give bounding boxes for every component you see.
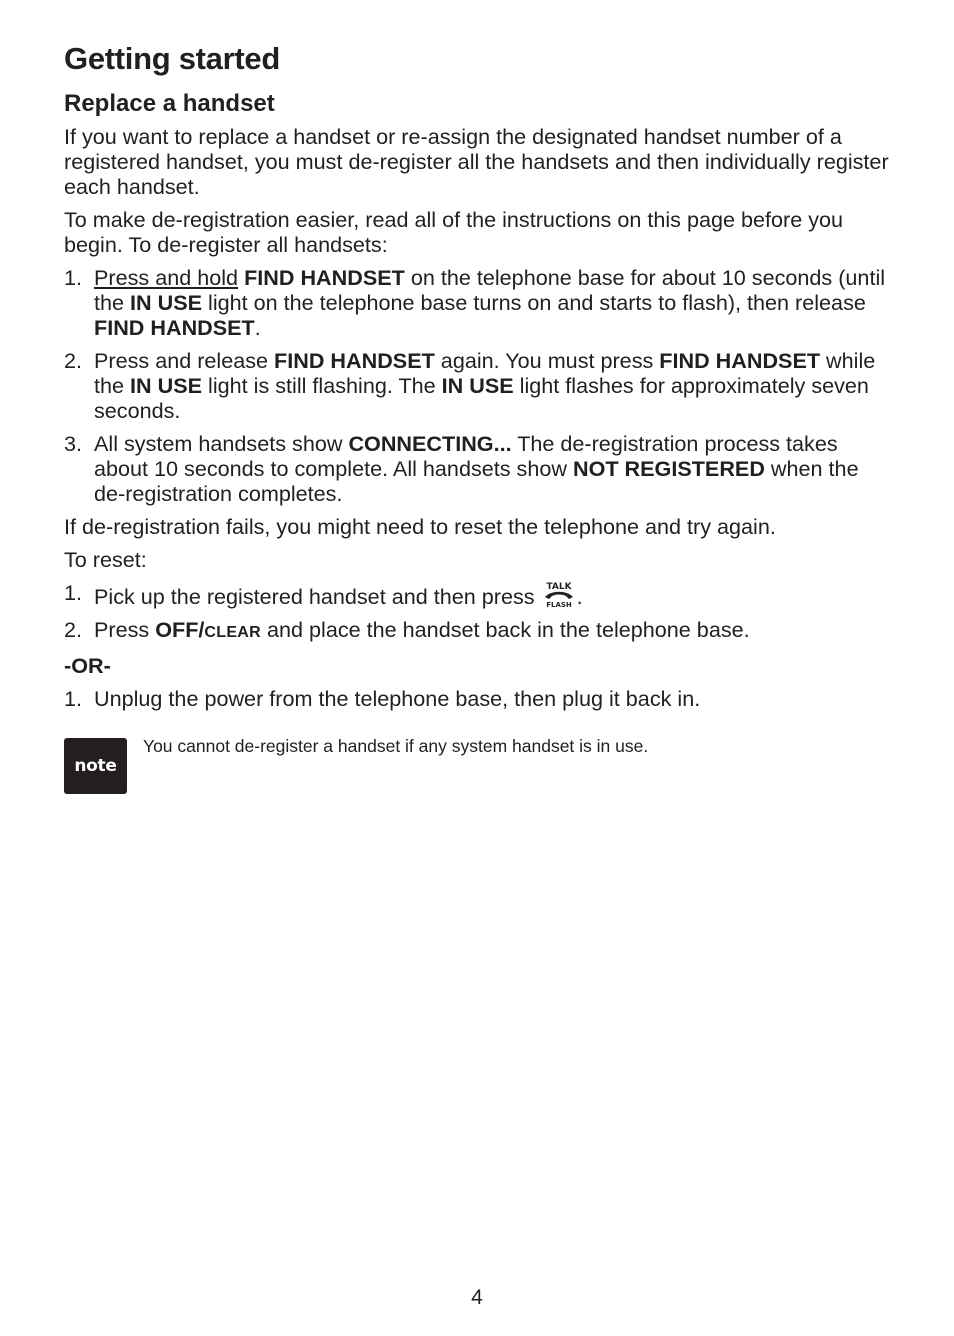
text-run: while the <box>94 348 876 398</box>
key-name: FIND HANDSET <box>94 315 255 340</box>
text-run: on the telephone base for about 10 seconds (until the <box>94 265 886 315</box>
list-item <box>64 686 894 711</box>
list-item <box>64 348 894 423</box>
text-run: Unplug the power from the telephone base, then plug it back in. <box>94 686 701 711</box>
text-run: light on the telephone base turns on and starts to flash), then release <box>202 290 866 315</box>
text-run: All system handsets show <box>94 431 349 456</box>
intro-paragraph: If you want to replace a handset or re-assign the designated handset number of a registered handset, you must de-register all the handsets and then individually register each handset. <box>64 124 889 199</box>
underlined-text: Press and hold <box>94 265 239 290</box>
note-badge: note <box>64 738 127 794</box>
section-heading: Replace a handset <box>64 90 275 117</box>
fail-paragraph: If de-registration fails, you might need to reset the telephone and try again. <box>64 514 776 539</box>
list-item <box>64 617 894 645</box>
step-number: 3. <box>64 431 83 456</box>
screen-message: CONNECTING... <box>348 431 512 456</box>
or-separator: -OR- <box>64 653 111 678</box>
text-run: light flashes for approximately seven seconds. <box>94 373 869 423</box>
deregister-steps-list <box>64 265 894 506</box>
text-run: Press and release <box>94 348 275 373</box>
talk-label: TALK <box>546 582 572 592</box>
reset-label: To reset: <box>64 547 147 572</box>
text-run: . <box>254 315 261 340</box>
step-number: 2. <box>64 617 83 642</box>
alternate-steps-list <box>64 686 894 711</box>
page-number: 4 <box>471 1286 483 1309</box>
step-number: 1. <box>64 265 83 290</box>
page-content <box>64 40 894 719</box>
text-run: . <box>576 584 583 609</box>
text-run: Press <box>94 617 156 642</box>
list-item <box>64 265 894 340</box>
text-run: when the de-registration completes. <box>94 456 859 506</box>
light-name: IN USE <box>441 373 514 398</box>
list-item <box>64 431 894 506</box>
text-run: light is still flashing. The <box>202 373 442 398</box>
step-number: 2. <box>64 348 83 373</box>
text-run: again. You must press <box>434 348 660 373</box>
page-title: Getting started <box>64 41 280 76</box>
key-name: OFF/ <box>155 617 205 642</box>
text-run: Pick up the registered handset and then press <box>94 584 535 609</box>
handset-glyph <box>545 592 573 599</box>
screen-message: NOT REGISTERED <box>572 456 765 481</box>
step-number: 1. <box>64 686 83 711</box>
list-item <box>64 580 894 609</box>
step-number: 1. <box>64 580 83 605</box>
instructions-paragraph: To make de-registration easier, read all of the instructions on this page before you begin. To de-register all handsets: <box>64 207 844 257</box>
light-name: IN USE <box>130 290 203 315</box>
key-name: FIND HANDSET <box>274 348 435 373</box>
light-name: IN USE <box>130 373 203 398</box>
reset-steps-list <box>64 580 894 645</box>
talk-flash-key-icon <box>541 580 577 608</box>
key-name-smallcaps: CLEAR <box>204 624 261 641</box>
note-text: You cannot de-register a handset if any system handset is in use. <box>143 736 649 756</box>
text-run: The de-registration process takes about 10 seconds to complete. All handsets show <box>94 431 838 481</box>
text-run: and place the handset back in the telephone base. <box>261 617 750 642</box>
key-name: FIND HANDSET <box>244 265 405 290</box>
flash-label: FLASH <box>545 601 572 608</box>
key-name: FIND HANDSET <box>659 348 821 373</box>
